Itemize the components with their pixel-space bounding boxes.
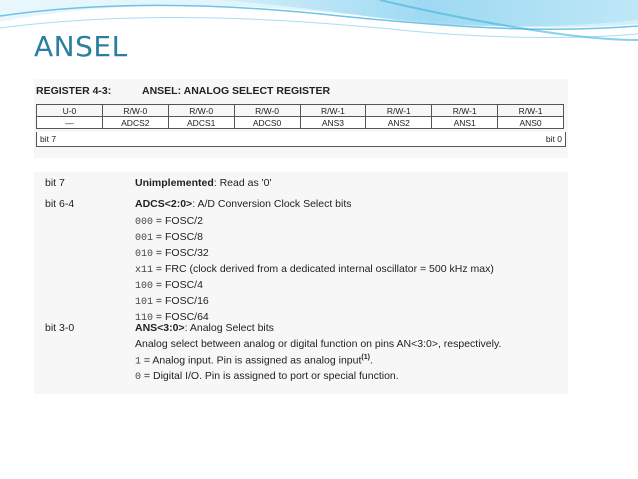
bit30-text: : Analog Select bits [184,322,274,334]
bit7-description [135,177,271,189]
access-cell: R/W-0 [234,105,300,117]
register-heading [36,85,330,97]
option-code: x11 [135,265,154,276]
option-text: = Digital I/O. Pin is assigned to port or special function. [141,370,399,382]
register-name: ANSEL: ANALOG SELECT REGISTER [142,85,331,97]
ans-option [135,354,373,368]
bit-range-row [36,132,566,147]
bit30-name: ANS<3:0> [135,322,185,334]
access-cell: R/W-1 [366,105,432,117]
adcs-option [135,215,203,228]
bit-name-cell: — [37,117,103,129]
bit-name-cell: ANS2 [366,117,432,129]
adcs-option [135,295,209,308]
bit-name-cell: ADCS1 [168,117,234,129]
access-cell: R/W-1 [498,105,564,117]
bit-name-cell: ANS3 [300,117,366,129]
footnote-ref: (1) [361,354,370,361]
ans-description-line: Analog select between analog or digital function on pins AN<3:0>, respectively. [135,338,502,350]
adcs-option [135,263,494,276]
bit-name-cell: ANS0 [498,117,564,129]
bit-name-cell: ADCS2 [102,117,168,129]
bit64-label: bit 6-4 [45,198,75,210]
access-cell: R/W-1 [300,105,366,117]
access-cell: R/W-0 [168,105,234,117]
access-cell: U-0 [37,105,103,117]
adcs-option [135,279,203,292]
option-code: 100 [135,281,154,292]
bit-description-panel [34,172,568,394]
bit64-name: ADCS<2:0> [135,198,193,210]
bit-name-cell: ANS1 [432,117,498,129]
option-code: 001 [135,233,154,244]
option-code: 110 [135,313,154,324]
option-text: = FRC (clock derived from a dedicated internal oscillator = 500 kHz max) [153,263,494,275]
option-text: = FOSC/2 [153,215,203,227]
msb-label: bit 7 [40,134,57,144]
option-code: 010 [135,249,154,260]
bit64-text: : A/D Conversion Clock Select bits [192,198,352,210]
register-panel [34,79,568,158]
option-text: = FOSC/8 [153,231,203,243]
option-code: 0 [135,372,142,383]
option-code: 101 [135,297,154,308]
bit30-label: bit 3-0 [45,322,75,334]
bit64-description [135,198,352,210]
adcs-option [135,231,203,244]
option-text: = FOSC/16 [153,295,209,307]
lsb-label: bit 0 [545,134,562,144]
bit7-name: Unimplemented [135,177,214,189]
bit7-text: : Read as '0' [213,177,272,189]
access-row [37,105,564,117]
option-text: = FOSC/4 [153,279,203,291]
bit-name-cell: ADCS0 [234,117,300,129]
option-code: 000 [135,217,154,228]
adcs-option [135,247,209,260]
option-text: = Analog input. Pin is assigned as analog input [141,354,362,367]
register-number: REGISTER 4-3: [36,85,112,97]
access-cell: R/W-0 [102,105,168,117]
option-text: = FOSC/32 [153,247,209,259]
bit7-label: bit 7 [45,177,65,189]
ans-option [135,370,399,383]
bit-name-row [37,117,564,129]
option-text: = FOSC/64 [153,311,209,323]
access-cell: R/W-1 [432,105,498,117]
option-code: 1 [135,356,142,368]
register-bit-table [36,104,564,129]
slide-title: ANSEL [34,30,128,63]
option-end: . [369,354,373,367]
bit30-description [135,322,274,334]
